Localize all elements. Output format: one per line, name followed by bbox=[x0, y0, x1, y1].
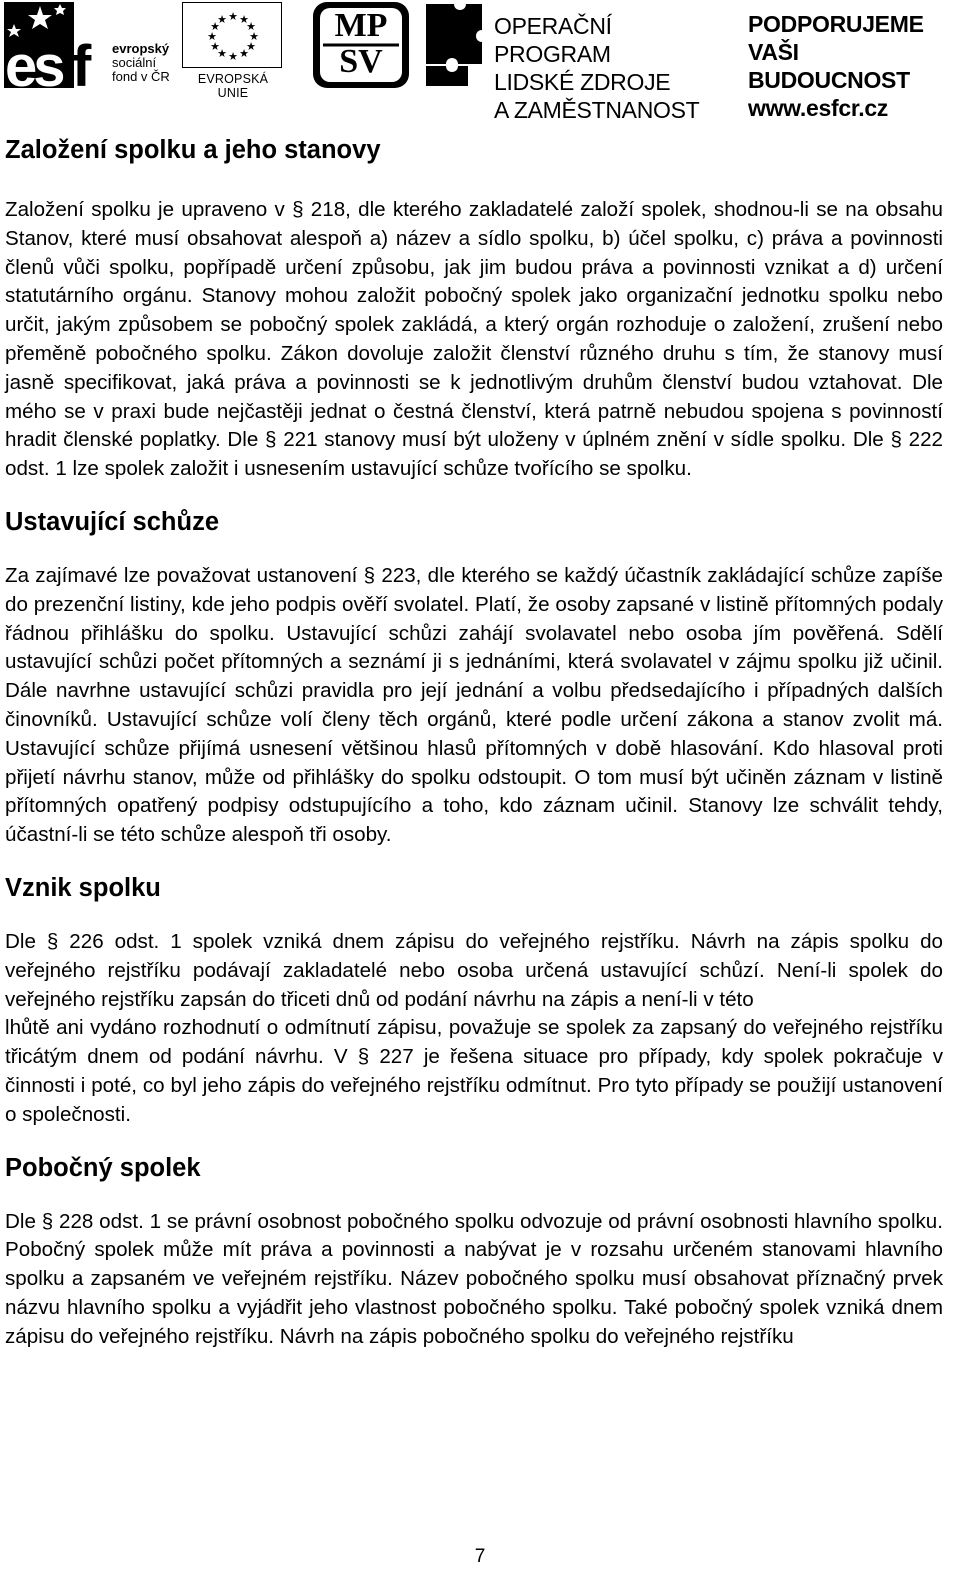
svg-text:★: ★ bbox=[210, 20, 220, 33]
svg-text:f: f bbox=[72, 34, 88, 88]
svg-text:★: ★ bbox=[239, 13, 249, 26]
section-heading: Založení spolku a jeho stanovy bbox=[5, 136, 381, 164]
mpsv-logo-text bbox=[313, 8, 409, 80]
section-paragraph: Založení spolku je upraveno v § 218, dle kterého zakladatelé založí spolek, shodnou-li se na obsahu Stanov, které musí obsahovat alespoň a) název a sídlo spolku, b) účel spolku, c) práva a povinnosti členů vůči spolku, popřípadě určení způsobu, jak jim budou práva a povinnosti vznikat a d) určení statutárního orgánu. Stanovy mohou založit pobočný spolek jako organizační jednotku spolku nebo určit, jakým způsobem se pobočný spolek zakládá, a který orgán rozhoduje o založení, zrušení nebo přeměně pobočného spolku. Zákon dovoluje založit členství různého druhu s tím, že stanovy musí jasně specifikovat, jaká práva a povinnosti se k jednotlivým druhům členství budou vztahovat. Dle mého se v praxi bude nejčastěji jednat o čestná členství, která patrně nebudou spojena s povinností hradit členské poplatky. Dle § 221 stanovy musí být uloženy v úplném znění v sídle spolku. Dle § 222 odst. 1 lze spolek založit i usnesením ustavující schůze tvořícího se spolku. bbox=[5, 198, 943, 481]
slogan-url: www.esfcr.cz bbox=[748, 95, 889, 121]
op-title bbox=[494, 12, 726, 124]
op-title-line-2: LIDSKÉ ZDROJE bbox=[494, 69, 671, 95]
svg-text:★: ★ bbox=[228, 50, 238, 63]
svg-text:★: ★ bbox=[217, 13, 227, 26]
slogan-line-1: PODPORUJEME bbox=[748, 11, 924, 37]
svg-text:★: ★ bbox=[207, 30, 217, 43]
svg-text:★: ★ bbox=[246, 20, 256, 33]
esf-tagline-line-3: fond v ČR bbox=[112, 69, 170, 84]
eu-logo bbox=[182, 2, 284, 100]
svg-text:★: ★ bbox=[210, 40, 220, 53]
eu-flag-icon bbox=[182, 2, 282, 68]
section-heading: Vznik spolku bbox=[5, 873, 161, 902]
section-heading: Ustavující schůze bbox=[5, 507, 219, 536]
svg-text:★: ★ bbox=[246, 40, 256, 53]
svg-text:★: ★ bbox=[249, 30, 259, 43]
svg-text:★: ★ bbox=[217, 47, 227, 60]
page-number: 7 bbox=[474, 1546, 486, 1567]
esf-tagline-line-1: evropský bbox=[112, 41, 170, 56]
section-paragraph: Dle § 228 odst. 1 se právní osobnost pobočného spolku odvozuje od právní osobnosti hlavního spolku. Pobočný spolek může mít práva a povinnosti a nabývat je v rozsahu určeném stanovami hlavního spolku a zapsaném ve veřejném rejstříku. Název pobočného spolku musí obsahovat příznačný prvek názvu hlavního spolku a vyjádřit jeho vlastnost pobočného spolku. Také pobočný spolek vzniká dnem zápisu do veřejného rejstříku. Návrh na zápis pobočného spolku do veřejného rejstříku bbox=[5, 1209, 943, 1348]
slogan bbox=[748, 10, 960, 122]
esf-tagline bbox=[112, 42, 170, 84]
op-title-line-3: A ZAMĚSTNANOST bbox=[494, 97, 700, 123]
eu-label: EVROPSKÁ UNIE bbox=[197, 72, 269, 100]
esf-tagline-line-2: sociální bbox=[112, 55, 157, 70]
section-paragraph: Dle § 226 odst. 1 spolek vzniká dnem zápisu do veřejného rejstříku. Návrh na zápis spolku do veřejného rejstříku podávají zakladatelé nebo osoba určená ustavující schůzí. Není-li spolek do veřejného rejstříku zapsán do třiceti dnů od podání návrhu na zápis a není-li v této bbox=[5, 929, 943, 1011]
document-body bbox=[5, 134, 943, 1352]
mpsv-logo bbox=[313, 2, 409, 88]
puzzle-icon bbox=[426, 4, 490, 86]
section-paragraph: Za zajímavé lze považovat ustanovení § 223, dle kterého se každý účastník zakládající schůze zapíše do prezenční listiny, kde jeho podpis ověří svolatel. Platí, že osoby zapsané v listině přítomných podaly řádnou přihlášku do spolku. Ustavující schůzi zahájí svolavatel nebo osoba jím pověřená. Sdělí ustavující schůzi počet přítomných a seznámí ji s jednáními, která svolavatel v zájmu spolku již učinil. Dále navrhne ustavující schůzi pravidla pro její jednání a volbu předsedajícího i případných dalších činovníků. Ustavující schůze volí členy těch orgánů, které podle určení zákona a stanov zvolit má. Ustavující schůze přijímá usnesení většinou hlasů přítomných v době hlasování. Kdo hlasoval proti přijetí návrhu stanov, může od přihlášky do spolku odstoupit. O tom musí být učiněn záznam v listině přítomných opatřený podpisy odstupujícího a toho, kdo záznam učinil. Stanovy lze schválit tehdy, účastní-li se této schůze alespoň tři osoby. bbox=[5, 563, 943, 847]
svg-text:es: es bbox=[5, 34, 62, 88]
mpsv-logo-text-top: MP bbox=[334, 7, 388, 44]
section-paragraph: lhůtě ani vydáno rozhodnutí o odmítnutí zápisu, považuje se spolek za zapsaný do veřejného rejstříku třicátým dnem od podání návrhu. V § 227 je řešena situace pro případy, kdy spolek pokračuje v činnosti i poté, co byl jeho zápis do veřejného rejstříku odmítnut. Pro tyto případy se použijí ustanovení o společnosti. bbox=[5, 1016, 943, 1126]
slogan-line-2: VAŠI BUDOUCNOST bbox=[748, 39, 910, 93]
mpsv-logo-text-bottom: SV bbox=[339, 43, 383, 80]
op-title-line-1: OPERAČNÍ PROGRAM bbox=[494, 13, 612, 67]
svg-text:★: ★ bbox=[239, 47, 249, 60]
op-lzz-logo bbox=[426, 4, 726, 123]
section-heading: Pobočný spolek bbox=[5, 1153, 201, 1182]
logo-header bbox=[0, 0, 960, 123]
svg-text:★: ★ bbox=[228, 10, 238, 23]
esf-logo bbox=[4, 2, 172, 88]
